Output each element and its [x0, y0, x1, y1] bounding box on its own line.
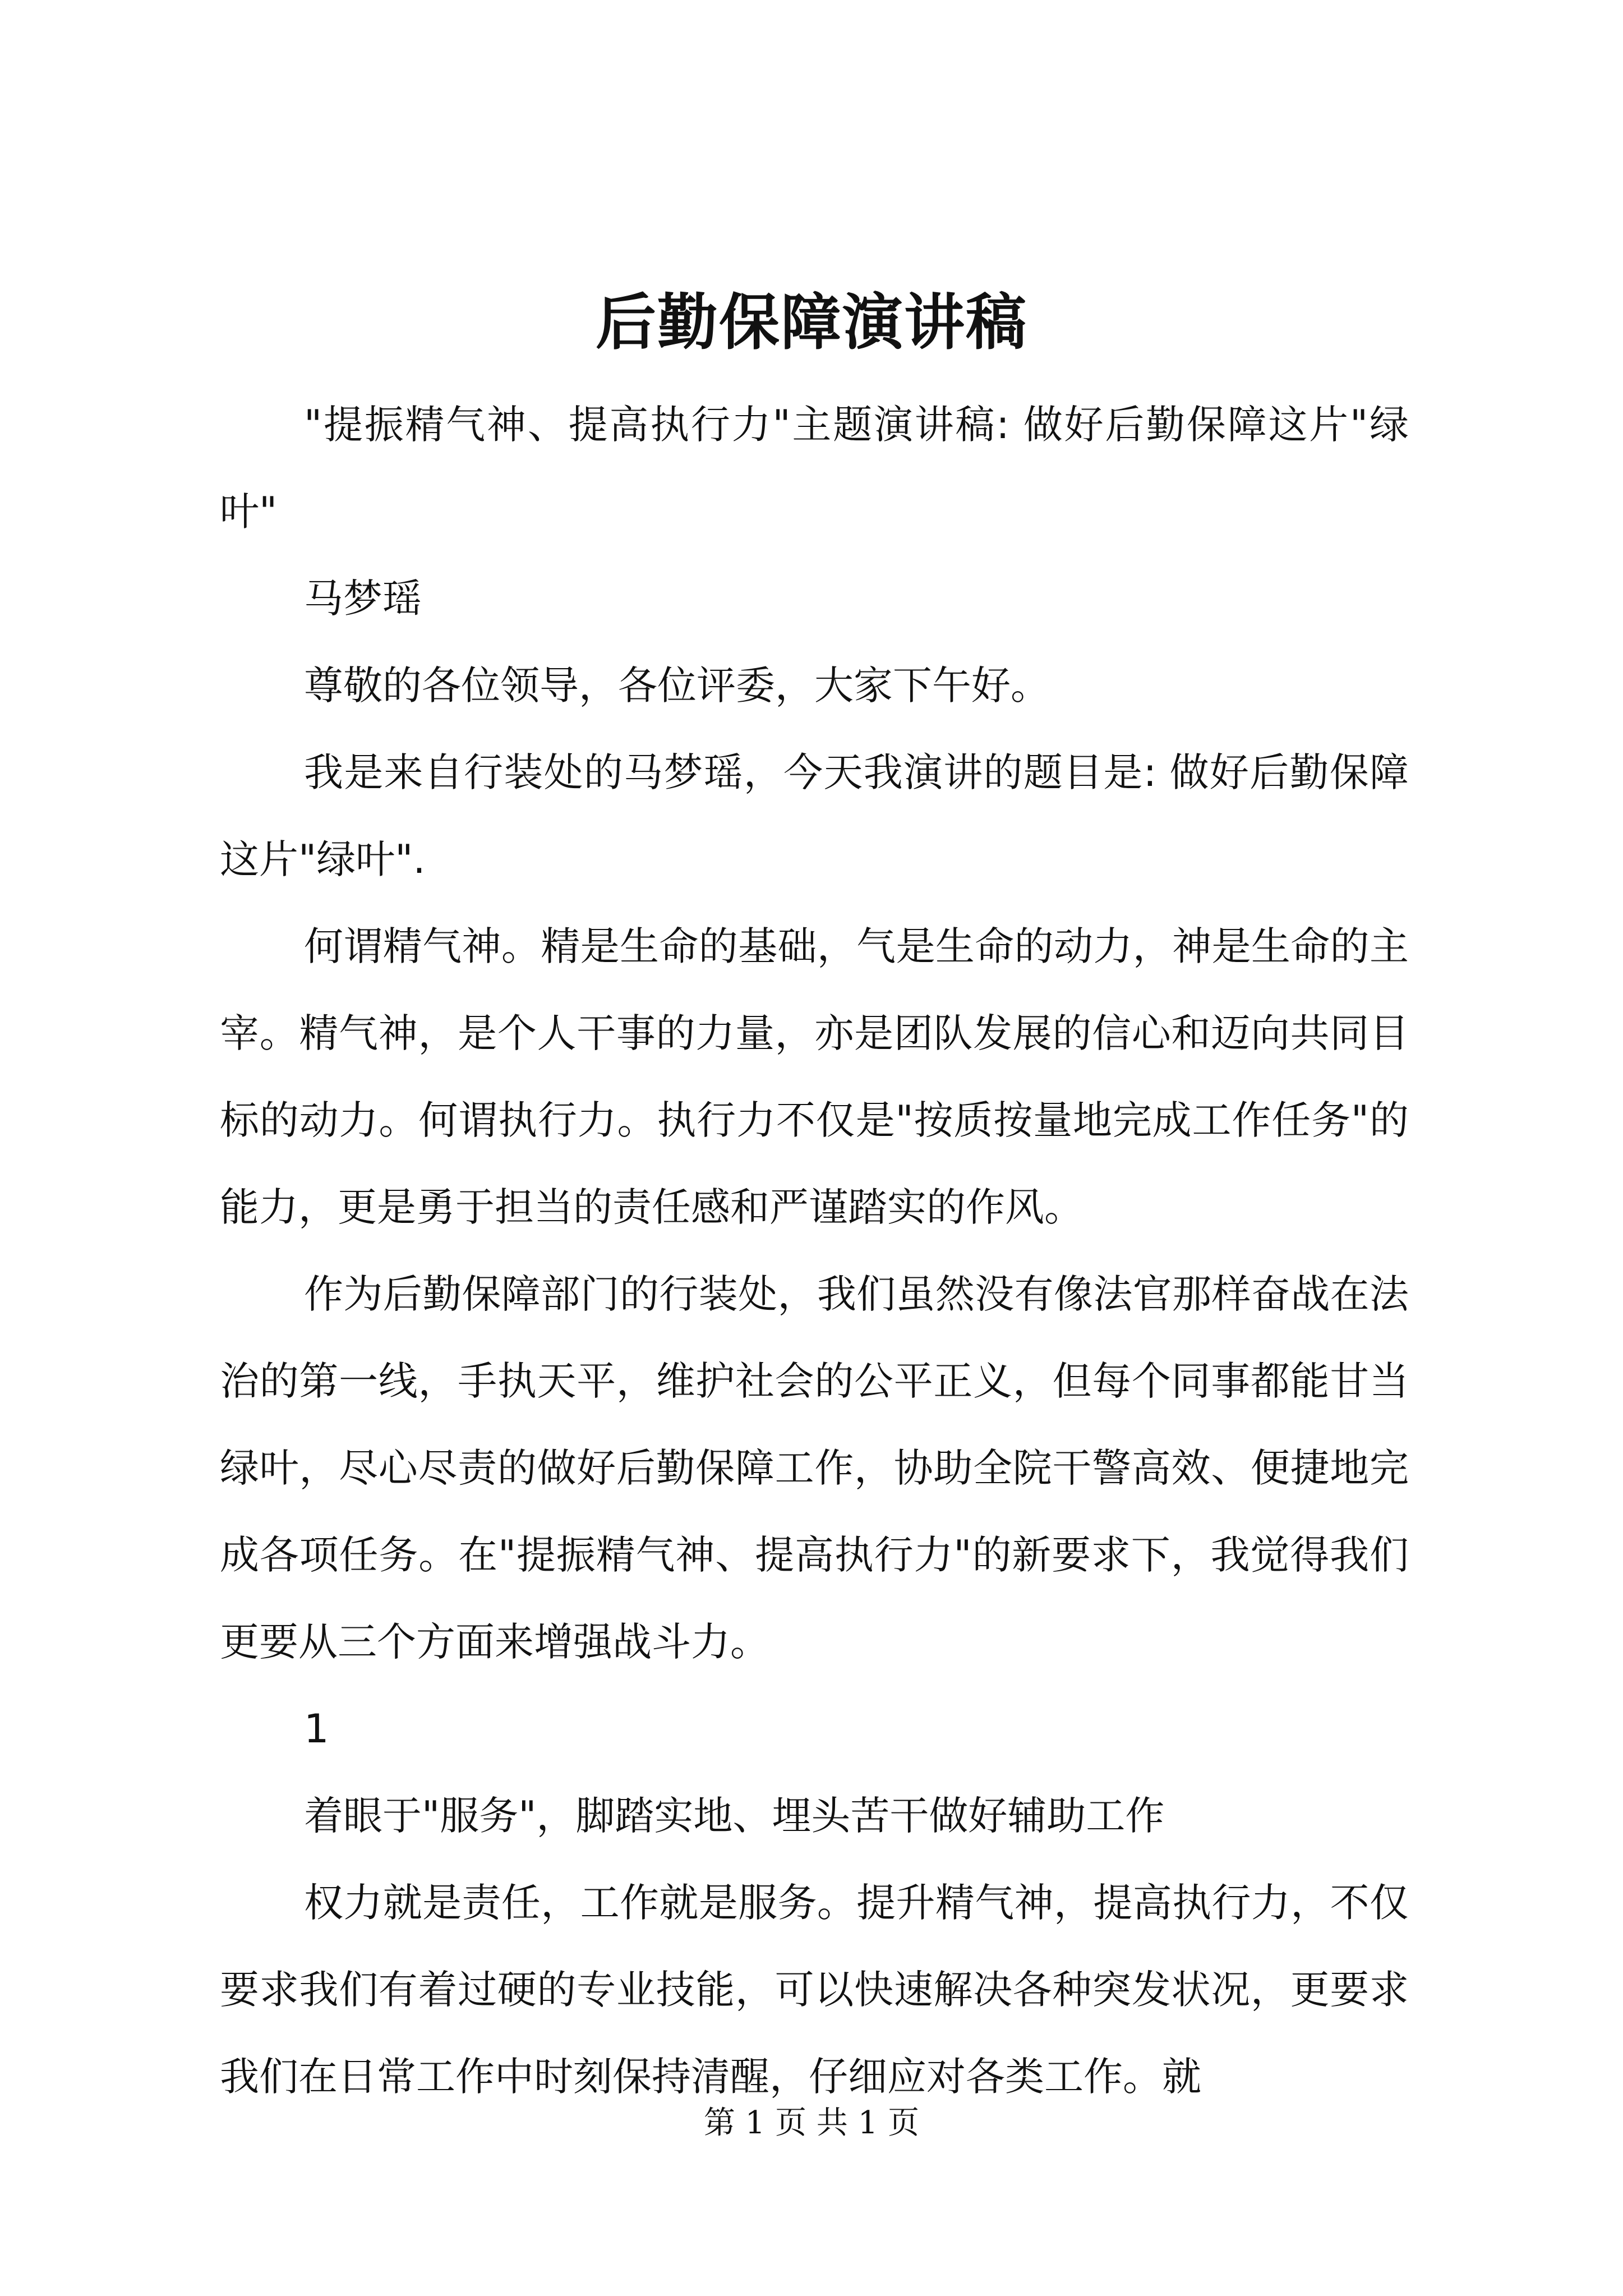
section-number: 1 — [304, 1706, 329, 1752]
paragraph-greeting: 尊敬的各位领导，各位评委，大家下午好。 — [304, 662, 1050, 708]
document-title: 后勤保障演讲稿 — [595, 287, 1027, 358]
paragraph-department: 作为后勤保障部门的行装处，我们虽然没有像法官那样奋战在法治的第一线，手执天平，维护社会的公平正义，但每个同事都能甘当绿叶，尽心尽责的做好后勤保障工作，协助全院干警高效、便捷地完成各项任务。在"提振精气神、提高执行力"的新要求下，我觉得我们更要从三个方面来增强战斗力。 — [220, 1271, 1409, 1665]
paragraph-subtitle: "提振精气神、提高执行力"主题演讲稿: 做好后勤保障这片"绿叶" — [220, 402, 1409, 535]
document-body — [220, 381, 1409, 2120]
page-footer: 第 1 页 共 1 页 — [703, 2105, 920, 2141]
paragraph-author: 马梦瑶 — [304, 576, 422, 622]
paragraph-definition: 何谓精气神。精是生命的基础，气是生命的动力，神是生命的主宰。精气神，是个人干事的力量，亦是团队发展的信心和迈向共同目标的动力。何谓执行力。执行力不仅是"按质按量地完成工作任务"的能力，更是勇于担当的责任感和严谨踏实的作风。 — [220, 923, 1409, 1230]
paragraph-service: 权力就是责任，工作就是服务。提升精气神，提高执行力，不仅要求我们有着过硬的专业技能，可以快速解决各种突发状况，更要求我们在日常工作中时刻保持清醒，仔细应对各类工作。就 — [220, 1880, 1409, 2100]
paragraph-intro: 我是来自行装处的马梦瑶，今天我演讲的题目是: 做好后勤保障这片"绿叶". — [220, 749, 1409, 882]
section-heading: 着眼于"服务"，脚踏实地、埋头苦干做好辅助工作 — [304, 1793, 1165, 1839]
